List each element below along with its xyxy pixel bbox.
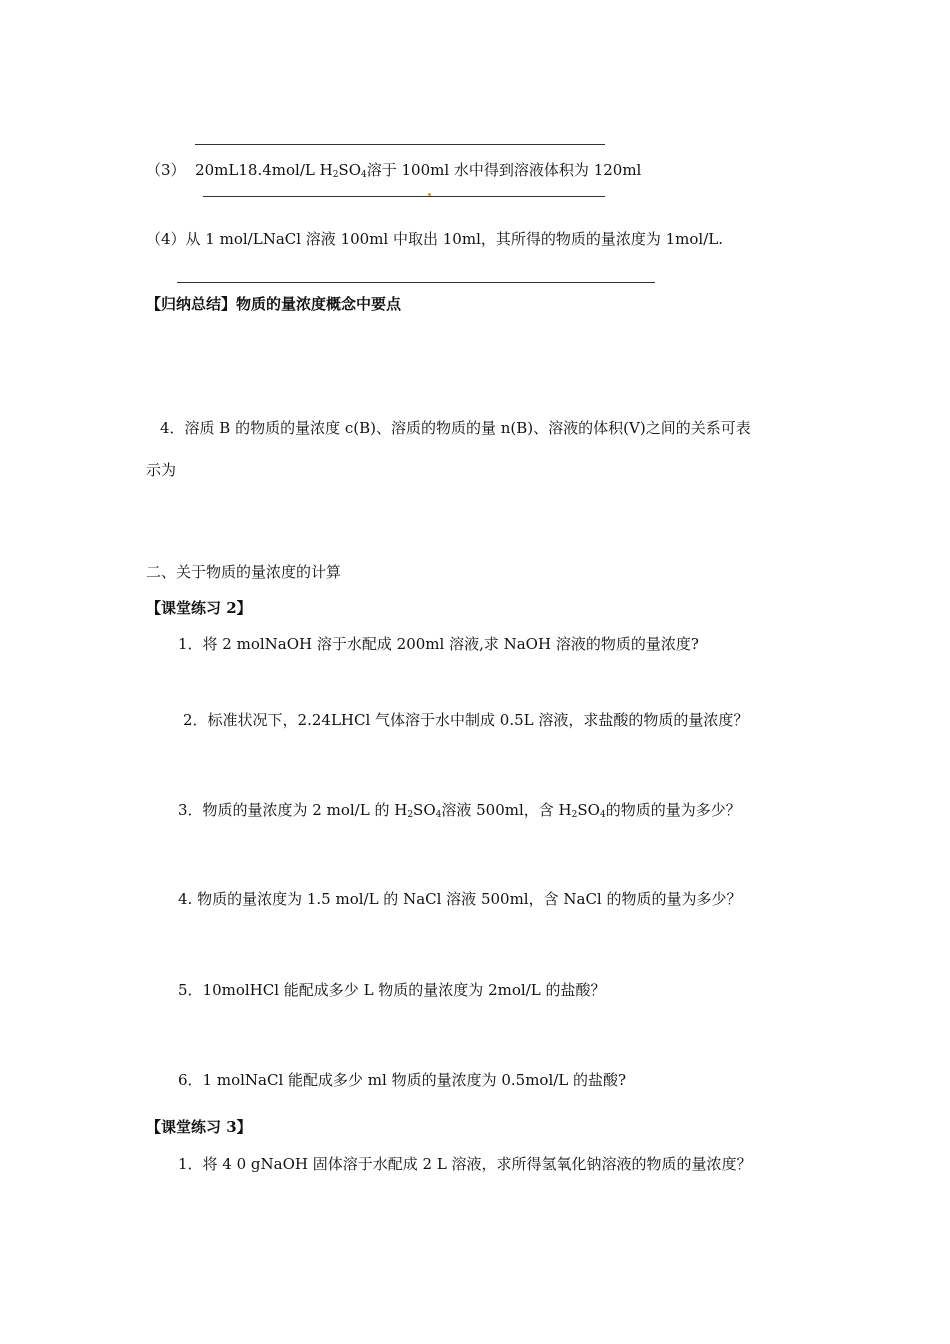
point-4-line-1: 4．溶质 B 的物质的量浓度 c(B)、溶质的物质的量 n(B)、溶液的体积(V)之间的关系可表 bbox=[160, 419, 751, 437]
q3-formula: SO bbox=[577, 801, 600, 819]
item-3-text-pre: 20mL18.4mol/L H bbox=[195, 161, 333, 179]
section-2-title: 二、关于物质的量浓度的计算 bbox=[146, 563, 342, 581]
q3-text-mid: 溶液 500ml，含 H bbox=[441, 801, 572, 819]
subscript: 4 bbox=[435, 810, 442, 820]
subscript: 4 bbox=[361, 170, 367, 180]
practice-2-question-2: 2．标准状况下，2.24LHCl 气体溶于水中制成 0.5L 溶液，求盐酸的物质的量浓度？ bbox=[183, 711, 749, 729]
item-3-text-mid: SO bbox=[338, 161, 361, 179]
subscript: 2 bbox=[407, 810, 414, 820]
practice-2-question-1: 1．将 2 molNaOH 溶于水配成 200ml 溶液,求 NaOH 溶液的物质的量浓度? bbox=[178, 635, 699, 653]
practice-2-question-5: 5．10molHCl 能配成多少 L 物质的量浓度为 2mol/L 的盐酸？ bbox=[178, 981, 606, 999]
answer-blank-line bbox=[177, 282, 655, 283]
point-4-line-2: 示为 bbox=[146, 461, 177, 479]
answer-blank-line bbox=[195, 144, 605, 145]
summary-title: 【归纳总结】物质的量浓度概念中要点 bbox=[146, 295, 402, 313]
practice-3-question-1: 1．将 4 0 gNaOH 固体溶于水配成 2 L 溶液，求所得氢氧化钠溶液的物质的量浓度？ bbox=[178, 1155, 752, 1173]
subscript: 2 bbox=[571, 810, 578, 820]
subscript: 2 bbox=[332, 170, 339, 180]
q3-text-post: 的物质的量为多少？ bbox=[605, 801, 741, 819]
practice-3-title: 【课堂练习 3】 bbox=[146, 1118, 252, 1136]
stray-mark bbox=[428, 193, 431, 196]
item-4: （4）从 1 mol/LNaCl 溶液 100ml 中取出 10ml，其所得的物质的量浓度为 1mol/L. bbox=[146, 230, 724, 248]
item-3 bbox=[146, 160, 641, 180]
practice-2-title: 【课堂练习 2】 bbox=[146, 599, 252, 617]
answer-blank-line bbox=[203, 196, 605, 197]
practice-2-question-4: 4. 物质的量浓度为 1.5 mol/L 的 NaCl 溶液 500ml，含 NaCl 的物质的量为多少？ bbox=[178, 890, 742, 908]
item-3-label: （3） bbox=[146, 161, 186, 179]
practice-2-question-3 bbox=[178, 800, 741, 820]
q3-text-pre: 3．物质的量浓度为 2 mol/L 的 H bbox=[178, 801, 408, 819]
q3-formula: SO bbox=[413, 801, 436, 819]
subscript: 4 bbox=[599, 810, 606, 820]
item-3-text-post: 溶于 100ml 水中得到溶液体积为 120ml bbox=[366, 161, 642, 179]
practice-2-question-6: 6．1 molNaCl 能配成多少 ml 物质的量浓度为 0.5mol/L 的盐酸? bbox=[178, 1071, 627, 1089]
